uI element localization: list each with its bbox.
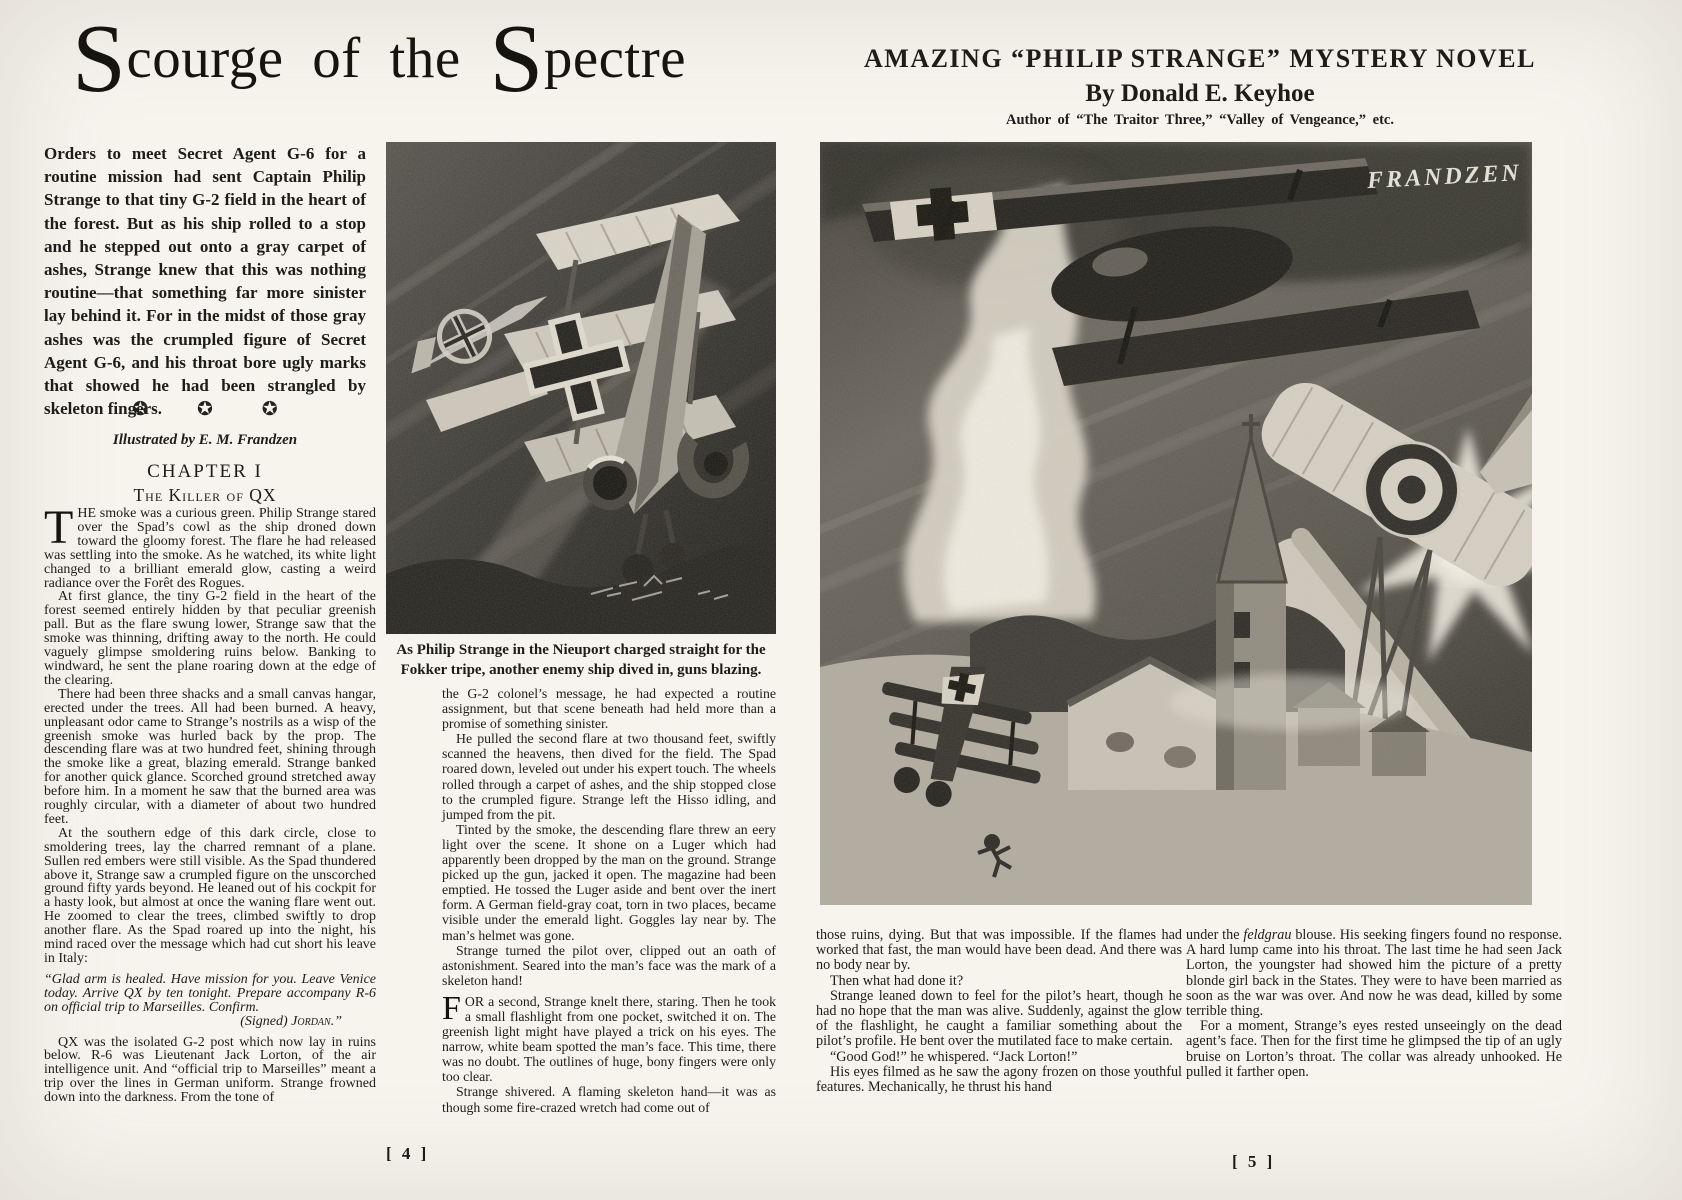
paragraph: THE smoke was a curious green. Philip Strange stared over the Spad’s cowl as the ship droned down toward the gloomy forest. The flare he had released was settling into the smoke. As he watched, its white light changed to a brilliant emerald glow, casting a weird radiance over the Forêt des Rogues. xyxy=(44,501,376,591)
telegram-body: “Glad arm is healed. Have mission for you. Leave Venice today. Arrive QX by ten tonight. Prepare accompany R-6 on official trip to Marseilles. Confirm. xyxy=(44,971,376,1015)
paragraph: the G-2 colonel’s message, he had expected a routine assignment, but that scene beneath had held more than a promise of something sinister. xyxy=(442,686,776,732)
star-ornament: ✪ ✪ ✪ xyxy=(132,399,300,420)
series-kicker: AMAZING “PHILIP STRANGE” MYSTERY NOVEL xyxy=(864,44,1536,73)
foreign-term: feldgrau xyxy=(1243,927,1292,943)
paragraph: under the feldgrau blouse. His seeking fingers found no response. A hard lump came into his throat. The last time he had seen Jack Lorton, the youngster had showed him the picture of a pretty blonde girl back in the States. They were to have been married as soon as the war was over. And now he was dead, killed by some terrible thing. xyxy=(1186,927,1563,1020)
fokker-dive-artwork xyxy=(386,142,776,634)
telegram-quote xyxy=(44,973,376,1029)
right-page-column-2 xyxy=(1186,928,1562,1080)
page-number-right: [ 5 ] xyxy=(1232,1152,1276,1171)
paragraph: Strange turned the pilot over, clipped out an oath of astonishment. Seared into the man’s face was the mark of a skeleton hand! xyxy=(442,942,776,988)
illustrator-credit: Illustrated by E. M. Frandzen xyxy=(112,432,298,448)
telegram-signature: (Signed) Jordan.” xyxy=(240,1013,342,1029)
dogfight-illustration xyxy=(820,142,1532,905)
paragraph: At first glance, the tiny G-2 field in the heart of the forest seemed entirely hidden by that peculiar greenish pall. But as the flare swung lower, Strange saw that the smoke was thinning, drifting away to the north. He could vaguely glimpse smoldering ruins below. Banking to windward, he sent the plane roaring down at the edge of the clearing. xyxy=(44,589,376,688)
paragraph: Strange leaned down to feel for the pilot’s heart, though he had no hope that the man was alive. Suddenly, against the glow of the flashlight, he caught a familiar something about the pilot’s profile. He bent over the mutilated face to make certain. xyxy=(816,987,1182,1050)
paragraph: He pulled the second flare at two thousand feet, swiftly scanned the heavens, then dived for the field. The Spad roared down, leveled out under his expert touch. The wheels rolled through a carpet of ashes, and the ship stopped close to the crumpled figure. Strange left the Hisso idling, and jumped from the pit. xyxy=(442,731,776,822)
byline: By Donald E. Keyhoe xyxy=(1085,80,1315,107)
paragraph: There had been three shacks and a small canvas hangar, erected under the trees. All had been burned. A heavy, unpleasant odor came to Strange’s nostrils as a wisp of the greenish smoke was hurled back by the prop. The descending flare was at two hundred feet, shining through the smoke like a great, blazing emerald. Strange banked for another quick glance. Scorched ground stretched away before him. In a moment he saw that the burned area was roughly circular, with a diameter of about two hundred feet. xyxy=(44,686,376,827)
paragraph: “Good God!” he whispered. “Jack Lorton!” xyxy=(830,1048,1078,1065)
paragraph: FOR a second, Strange knelt there, staring. Then he took a small flashlight from one pocket, switched it on. The greenish light might have played a trick on his eyes. The narrow, white beam spotted the man’s face. This time, there was no doubt. The outlines of huge, bony fingers were only too clear. xyxy=(442,989,776,1085)
fokker-dive-illustration xyxy=(386,142,776,634)
paragraph: At the southern edge of this dark circle, close to smoldering trees, lay the charred remnant of a plane. Sullen red embers were still visible. As the Spad thundered above it, Strange saw a crumpled figure on the unscorched ground fifty yards beyond. He leaned out of his cockpit for a hasty look, but almost at once the waning flare went out. He zoomed to clear the trees, climbed swiftly to drop another flare. As the Spad roared up into the night, his mind raced over the message which had cut short his leave in Italy: xyxy=(44,825,376,966)
title-initial: S xyxy=(489,5,544,112)
story-title: Scourge of the Spectre xyxy=(72,5,687,112)
drop-cap: T xyxy=(44,501,74,554)
paragraph: Then what had done it? xyxy=(830,972,964,989)
paragraph: Strange shivered. A flaming skeleton hand—it was as though some fire-crazed wretch had come out of xyxy=(442,1084,776,1115)
drop-cap: F xyxy=(442,989,461,1027)
left-page-column-1 xyxy=(44,501,376,1106)
intro-blurb: Orders to meet Secret Agent G-6 for a routine mission had sent Captain Philip Strange to that tiny G-2 field in the heart of the forest. But as his ship rolled to a stop and he stepped out onto a gray carpet of ashes, Strange knew that this was nothing routine—that something far more sinister lay behind it. For in the midst of those gray ashes was the crumpled figure of Secret Agent G-6, and his throat bore ugly marks that showed he had been strangled by skeleton fingers. xyxy=(44,144,366,419)
chapter-heading: CHAPTER I xyxy=(147,461,263,482)
title-initial: S xyxy=(72,5,127,112)
paragraph: His eyes filmed as he saw the agony frozen on those youthful features. Mechanically, he thrust his hand xyxy=(816,1063,1182,1096)
author-note: Author of “The Traitor Three,” “Valley of Vengeance,” etc. xyxy=(1006,112,1394,128)
paragraph: QX was the isolated G-2 post which now lay in ruins below. R-6 was Lieutenant Jack Lorton, of the air intelligence unit. And “official trip to Marseilles” meant a trip over the lines in German uniform. Strange frowned down into the darkness. From the tone of xyxy=(44,1034,376,1106)
paragraph: For a moment, Strange’s eyes rested unseeingly on the dead agent’s face. Then for the first time he glimpsed the tip of an ugly bruise on Lorton’s throat. The collar was already unhooked. He pulled it farther open. xyxy=(1186,1018,1562,1080)
page-number-left: [ 4 ] xyxy=(386,1144,430,1163)
illustration-caption: As Philip Strange in the Nieuport charged straight for the Fokker tripe, another enemy ship dived in, guns blazing. xyxy=(396,642,766,678)
paragraph: Tinted by the smoke, the descending flare threw an eery light over the scene. It shone on a Luger which had apparently been dropped by the man on the ground. Strange picked up the gun, jacked it open. The magazine had been emptied. He tossed the Luger aside and bent over the inert form. A German field-gray coat, torn in two places, became visible under the emerald light. Goggles lay near by. The man’s helmet was gone. xyxy=(442,821,776,943)
paragraph: those ruins, dying. But that was impossible. If the flames had worked that fast, the man would have been dead. And there was no body near by. xyxy=(816,927,1182,974)
chapter-subheading: The Killer of QX xyxy=(133,485,277,505)
dogfight-artwork xyxy=(820,142,1532,905)
left-page-column-2 xyxy=(442,686,776,1115)
right-page-column-1 xyxy=(816,928,1182,1095)
